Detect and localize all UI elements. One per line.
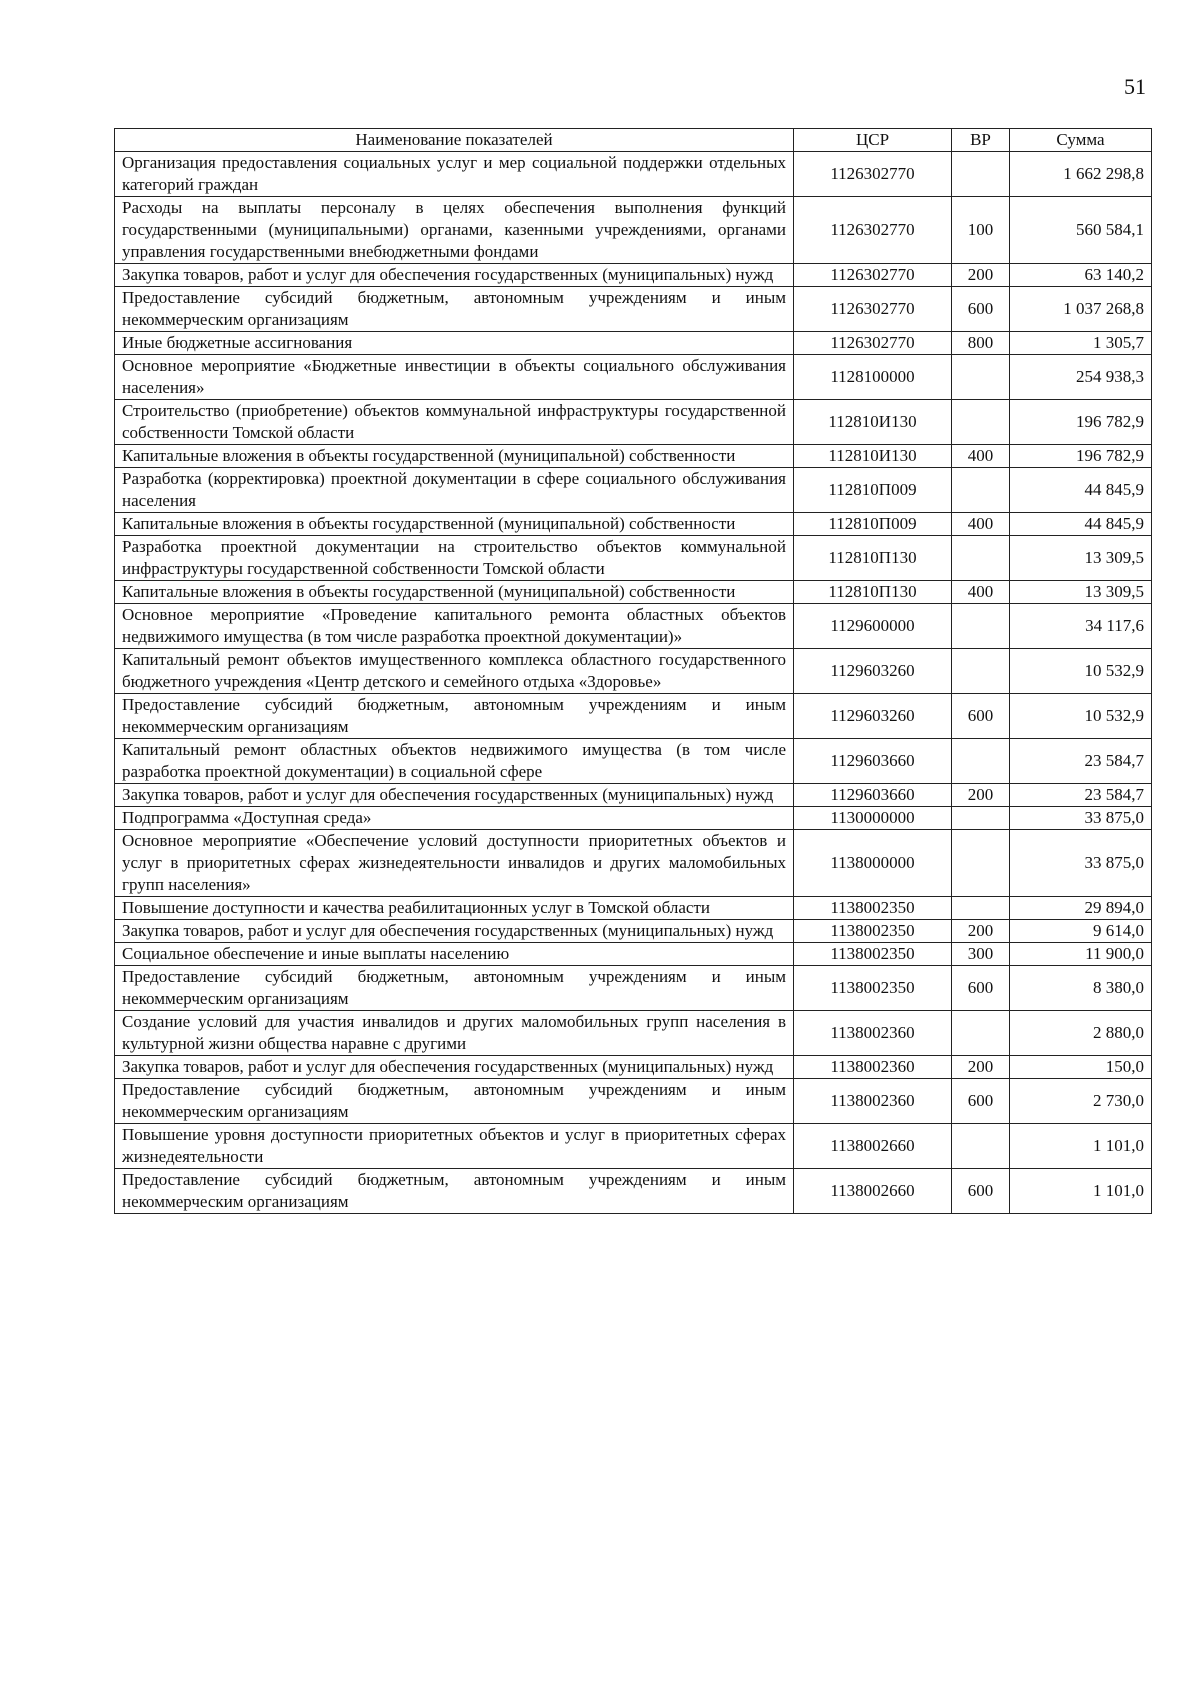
- cell-vr: 100: [952, 197, 1010, 264]
- header-sum: Сумма: [1010, 129, 1152, 152]
- table-body: [115, 152, 1152, 1214]
- cell-name: Организация предоставления социальных услуг и мер социальной поддержки отдельных категорий граждан: [115, 152, 794, 197]
- cell-sum: 23 584,7: [1010, 784, 1152, 807]
- header-name: Наименование показателей: [115, 129, 794, 152]
- table-row: [115, 920, 1152, 943]
- cell-csr: 1138000000: [794, 830, 952, 897]
- cell-vr: [952, 739, 1010, 784]
- cell-name: Капитальные вложения в объекты государственной (муниципальной) собственности: [115, 513, 794, 536]
- cell-vr: 600: [952, 966, 1010, 1011]
- table-row: [115, 513, 1152, 536]
- cell-csr: 1129603260: [794, 649, 952, 694]
- cell-csr: 1138002350: [794, 920, 952, 943]
- cell-csr: 1138002350: [794, 897, 952, 920]
- cell-sum: 1 101,0: [1010, 1169, 1152, 1214]
- cell-vr: [952, 400, 1010, 445]
- cell-vr: 400: [952, 581, 1010, 604]
- table-row: [115, 287, 1152, 332]
- cell-vr: 200: [952, 920, 1010, 943]
- table-row: [115, 694, 1152, 739]
- table-row: [115, 784, 1152, 807]
- cell-vr: [952, 1124, 1010, 1169]
- table-row: [115, 649, 1152, 694]
- cell-sum: 1 037 268,8: [1010, 287, 1152, 332]
- table-row: [115, 830, 1152, 897]
- cell-csr: 1126302770: [794, 197, 952, 264]
- cell-name: Капитальный ремонт областных объектов недвижимого имущества (в том числе разработка проектной документации) в социальной сфере: [115, 739, 794, 784]
- cell-vr: [952, 468, 1010, 513]
- cell-csr: 1138002350: [794, 966, 952, 1011]
- cell-vr: [952, 355, 1010, 400]
- cell-sum: 8 380,0: [1010, 966, 1152, 1011]
- cell-name: Основное мероприятие «Бюджетные инвестиции в объекты социального обслуживания населения»: [115, 355, 794, 400]
- cell-vr: [952, 830, 1010, 897]
- table-row: [115, 807, 1152, 830]
- cell-name: Предоставление субсидий бюджетным, автономным учреждениям и иным некоммерческим организациям: [115, 1079, 794, 1124]
- cell-csr: 1129603660: [794, 784, 952, 807]
- table-row: [115, 1011, 1152, 1056]
- cell-csr: 1126302770: [794, 332, 952, 355]
- cell-vr: 400: [952, 445, 1010, 468]
- cell-name: Социальное обеспечение и иные выплаты населению: [115, 943, 794, 966]
- cell-sum: 44 845,9: [1010, 468, 1152, 513]
- cell-sum: 13 309,5: [1010, 581, 1152, 604]
- cell-csr: 1126302770: [794, 152, 952, 197]
- table-row: [115, 943, 1152, 966]
- cell-csr: 1128100000: [794, 355, 952, 400]
- cell-vr: 300: [952, 943, 1010, 966]
- cell-name: Расходы на выплаты персоналу в целях обеспечения выполнения функций государственными (муниципальными) органами, казенными учреждениями, органами управления государственными внебюджетными фондами: [115, 197, 794, 264]
- budget-table: [114, 128, 1152, 1214]
- cell-vr: [952, 897, 1010, 920]
- cell-name: Строительство (приобретение) объектов коммунальной инфраструктуры государственной собственности Томской области: [115, 400, 794, 445]
- cell-sum: 1 662 298,8: [1010, 152, 1152, 197]
- cell-vr: 600: [952, 1079, 1010, 1124]
- cell-name: Разработка (корректировка) проектной документации в сфере социального обслуживания населения: [115, 468, 794, 513]
- cell-csr: 1130000000: [794, 807, 952, 830]
- cell-csr: 112810П130: [794, 536, 952, 581]
- cell-name: Подпрограмма «Доступная среда»: [115, 807, 794, 830]
- table-row: [115, 1124, 1152, 1169]
- table-row: [115, 400, 1152, 445]
- header-csr: ЦСР: [794, 129, 952, 152]
- cell-csr: 1126302770: [794, 287, 952, 332]
- cell-sum: 196 782,9: [1010, 445, 1152, 468]
- table-row: [115, 536, 1152, 581]
- cell-name: Предоставление субсидий бюджетным, автономным учреждениям и иным некоммерческим организациям: [115, 1169, 794, 1214]
- cell-name: Закупка товаров, работ и услуг для обеспечения государственных (муниципальных) нужд: [115, 1056, 794, 1079]
- cell-vr: 200: [952, 784, 1010, 807]
- cell-vr: 400: [952, 513, 1010, 536]
- cell-sum: 2 730,0: [1010, 1079, 1152, 1124]
- cell-csr: 1138002360: [794, 1056, 952, 1079]
- table-row: [115, 897, 1152, 920]
- cell-vr: 600: [952, 1169, 1010, 1214]
- cell-name: Иные бюджетные ассигнования: [115, 332, 794, 355]
- cell-vr: [952, 807, 1010, 830]
- cell-name: Предоставление субсидий бюджетным, автономным учреждениям и иным некоммерческим организациям: [115, 287, 794, 332]
- table-row: [115, 468, 1152, 513]
- cell-sum: 10 532,9: [1010, 694, 1152, 739]
- cell-vr: [952, 649, 1010, 694]
- cell-sum: 29 894,0: [1010, 897, 1152, 920]
- cell-name: Повышение доступности и качества реабилитационных услуг в Томской области: [115, 897, 794, 920]
- cell-vr: 800: [952, 332, 1010, 355]
- table-row: [115, 581, 1152, 604]
- cell-name: Закупка товаров, работ и услуг для обеспечения государственных (муниципальных) нужд: [115, 264, 794, 287]
- cell-csr: 112810И130: [794, 445, 952, 468]
- cell-vr: 600: [952, 694, 1010, 739]
- cell-csr: 1138002350: [794, 943, 952, 966]
- cell-name: Капитальные вложения в объекты государственной (муниципальной) собственности: [115, 445, 794, 468]
- cell-csr: 1126302770: [794, 264, 952, 287]
- cell-sum: 44 845,9: [1010, 513, 1152, 536]
- table-row: [115, 966, 1152, 1011]
- cell-name: Разработка проектной документации на строительство объектов коммунальной инфраструктуры государственной собственности Томской области: [115, 536, 794, 581]
- page-number: 51: [1124, 74, 1146, 99]
- cell-csr: 1129603260: [794, 694, 952, 739]
- cell-csr: 1138002360: [794, 1079, 952, 1124]
- cell-sum: 33 875,0: [1010, 807, 1152, 830]
- cell-csr: 112810П130: [794, 581, 952, 604]
- cell-vr: [952, 152, 1010, 197]
- cell-csr: 112810П009: [794, 513, 952, 536]
- cell-name: Капитальные вложения в объекты государственной (муниципальной) собственности: [115, 581, 794, 604]
- table-row: [115, 332, 1152, 355]
- cell-sum: 10 532,9: [1010, 649, 1152, 694]
- table-row: [115, 355, 1152, 400]
- table-row: [115, 1169, 1152, 1214]
- cell-name: Предоставление субсидий бюджетным, автономным учреждениям и иным некоммерческим организациям: [115, 966, 794, 1011]
- table-row: [115, 1056, 1152, 1079]
- cell-name: Основное мероприятие «Проведение капитального ремонта областных объектов недвижимого имущества (в том числе разработка проектной документации)»: [115, 604, 794, 649]
- cell-name: Закупка товаров, работ и услуг для обеспечения государственных (муниципальных) нужд: [115, 784, 794, 807]
- cell-vr: [952, 1011, 1010, 1056]
- cell-name: Предоставление субсидий бюджетным, автономным учреждениям и иным некоммерческим организациям: [115, 694, 794, 739]
- cell-vr: 600: [952, 287, 1010, 332]
- table-header-row: [115, 129, 1152, 152]
- table-row: [115, 1079, 1152, 1124]
- cell-csr: 1138002660: [794, 1124, 952, 1169]
- cell-sum: 63 140,2: [1010, 264, 1152, 287]
- cell-sum: 1 101,0: [1010, 1124, 1152, 1169]
- cell-sum: 254 938,3: [1010, 355, 1152, 400]
- table-row: [115, 197, 1152, 264]
- cell-name: Капитальный ремонт объектов имущественного комплекса областного государственного бюджетного учреждения «Центр детского и семейного отдыха «Здоровье»: [115, 649, 794, 694]
- table-row: [115, 604, 1152, 649]
- cell-sum: 33 875,0: [1010, 830, 1152, 897]
- cell-sum: 34 117,6: [1010, 604, 1152, 649]
- cell-sum: 1 305,7: [1010, 332, 1152, 355]
- table-row: [115, 264, 1152, 287]
- cell-csr: 1129600000: [794, 604, 952, 649]
- cell-csr: 112810И130: [794, 400, 952, 445]
- cell-sum: 150,0: [1010, 1056, 1152, 1079]
- cell-sum: 2 880,0: [1010, 1011, 1152, 1056]
- cell-sum: 13 309,5: [1010, 536, 1152, 581]
- table-row: [115, 739, 1152, 784]
- cell-sum: 23 584,7: [1010, 739, 1152, 784]
- cell-vr: 200: [952, 1056, 1010, 1079]
- cell-vr: [952, 604, 1010, 649]
- cell-name: Основное мероприятие «Обеспечение условий доступности приоритетных объектов и услуг в приоритетных сферах жизнедеятельности инвалидов и других маломобильных групп населения»: [115, 830, 794, 897]
- cell-vr: [952, 536, 1010, 581]
- table-row: [115, 445, 1152, 468]
- cell-csr: 112810П009: [794, 468, 952, 513]
- cell-sum: 196 782,9: [1010, 400, 1152, 445]
- table-row: [115, 152, 1152, 197]
- cell-name: Закупка товаров, работ и услуг для обеспечения государственных (муниципальных) нужд: [115, 920, 794, 943]
- cell-sum: 9 614,0: [1010, 920, 1152, 943]
- cell-name: Повышение уровня доступности приоритетных объектов и услуг в приоритетных сферах жизнедеятельности: [115, 1124, 794, 1169]
- cell-name: Создание условий для участия инвалидов и других маломобильных групп населения в культурной жизни общества наравне с другими: [115, 1011, 794, 1056]
- header-vr: ВР: [952, 129, 1010, 152]
- cell-csr: 1138002360: [794, 1011, 952, 1056]
- cell-csr: 1138002660: [794, 1169, 952, 1214]
- cell-sum: 560 584,1: [1010, 197, 1152, 264]
- cell-csr: 1129603660: [794, 739, 952, 784]
- cell-sum: 11 900,0: [1010, 943, 1152, 966]
- cell-vr: 200: [952, 264, 1010, 287]
